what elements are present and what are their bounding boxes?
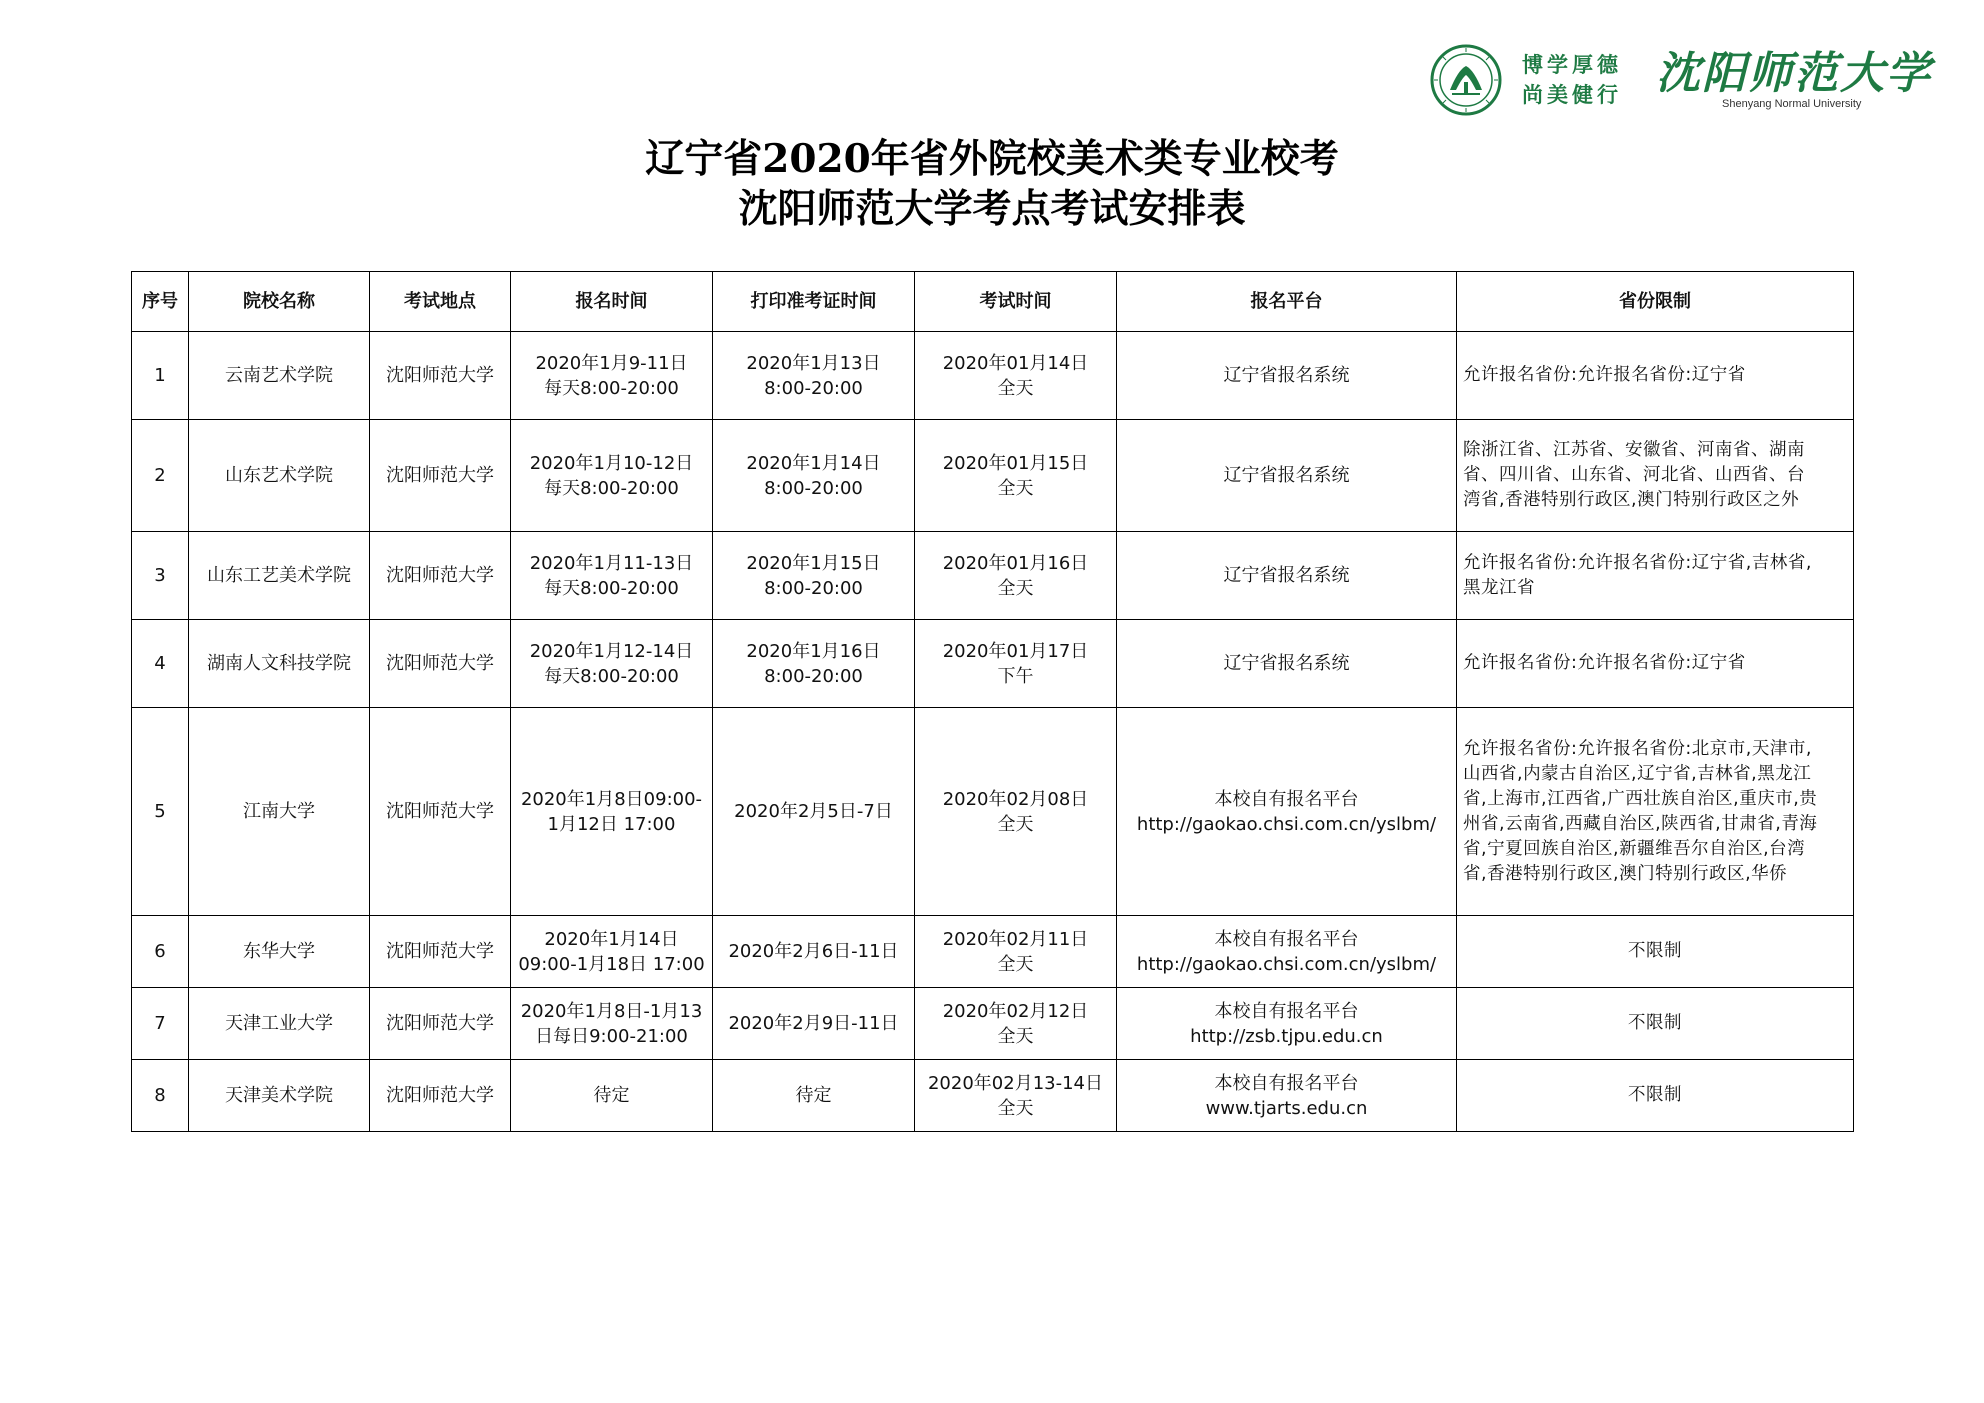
cell-print-time-line: 8:00-20:00: [764, 665, 863, 687]
cell-province-line: 州省,云南省,西藏自治区,陕西省,甘肃省,青海: [1463, 813, 1818, 834]
cell-reg-time: [511, 916, 713, 988]
cell-exam-time-line: 全天: [997, 1025, 1034, 1047]
cell-exam-time-line: 2020年02月12日: [942, 1000, 1089, 1022]
cell-province: [1457, 332, 1854, 420]
cell-print-time: [713, 532, 915, 620]
cell-reg-time-line: 09:00-1月18日 17:00: [518, 953, 705, 975]
cell-exam-time-line: 全天: [997, 577, 1034, 599]
cell-platform-line: 辽宁省报名系统: [1223, 565, 1350, 586]
cell-school: 天津工业大学: [189, 988, 370, 1060]
motto-line-2: 尚美健行: [1522, 82, 1622, 107]
cell-province-line: 省、四川省、山东省、河北省、山西省、台: [1463, 465, 1805, 485]
cell-reg-time-line: 2020年1月14日: [544, 928, 679, 950]
cell-platform: [1117, 708, 1457, 916]
cell-province-line: 允许报名省份:允许报名省份:北京市,天津市,: [1463, 738, 1812, 759]
cell-exam-time-line: 2020年02月08日: [942, 788, 1089, 810]
cell-exam-time-line: 下午: [997, 665, 1034, 687]
cell-location: 沈阳师范大学: [370, 708, 511, 916]
cell-province: [1457, 708, 1854, 916]
header-school: 院校名称: [189, 272, 370, 332]
header-exam-time: 考试时间: [915, 272, 1117, 332]
table-row: [132, 988, 1854, 1060]
cell-platform-line: 辽宁省报名系统: [1223, 465, 1350, 486]
exam-schedule-table: [131, 271, 1854, 1132]
motto-line-1: 博学厚德: [1522, 52, 1622, 77]
cell-no: 2: [132, 420, 189, 532]
cell-province-line: 省,上海市,江西省,广西壮族自治区,重庆市,贵: [1463, 788, 1818, 809]
cell-reg-time: [511, 988, 713, 1060]
cell-print-time-line: 2020年1月16日: [746, 640, 881, 662]
table-row: [132, 620, 1854, 708]
cell-reg-time-line: 2020年1月8日09:00-: [520, 788, 703, 810]
cell-platform-line: 本校自有报名平台: [1214, 928, 1359, 950]
cell-school: 湖南人文科技学院: [189, 620, 370, 708]
cell-no: 6: [132, 916, 189, 988]
cell-print-time-line: 待定: [795, 1085, 832, 1106]
cell-province: [1457, 988, 1854, 1060]
cell-reg-time: [511, 532, 713, 620]
header-print-time: 打印准考证时间: [713, 272, 915, 332]
cell-location: 沈阳师范大学: [370, 420, 511, 532]
cell-print-time: [713, 708, 915, 916]
cell-print-time-line: 2020年2月9日-11日: [728, 1013, 899, 1034]
document-title: [0, 134, 1984, 234]
cell-print-time-line: 2020年2月5日-7日: [734, 801, 893, 822]
cell-platform-line: 本校自有报名平台: [1214, 1000, 1359, 1022]
cell-reg-time-line: 日每日9:00-21:00: [535, 1025, 688, 1047]
table-row: [132, 916, 1854, 988]
table-body: [132, 332, 1854, 1132]
table-row: [132, 708, 1854, 916]
cell-location: 沈阳师范大学: [370, 332, 511, 420]
cell-platform-line: www.tjarts.edu.cn: [1205, 1097, 1368, 1119]
cell-province: [1457, 620, 1854, 708]
cell-province-line: 允许报名省份:允许报名省份:辽宁省,吉林省,: [1463, 552, 1812, 573]
cell-school: 江南大学: [189, 708, 370, 916]
cell-print-time: [713, 916, 915, 988]
cell-exam-time-line: 2020年01月14日: [942, 352, 1089, 374]
cell-exam-time-line: 2020年01月17日: [942, 640, 1089, 662]
cell-reg-time-line: 2020年1月12-14日: [529, 640, 694, 662]
cell-platform-line: http://gaokao.chsi.com.cn/yslbm/: [1136, 953, 1437, 975]
cell-print-time-line: 2020年2月6日-11日: [728, 941, 899, 962]
cell-reg-time-line: 每天8:00-20:00: [544, 665, 679, 687]
cell-exam-time-line: 2020年02月13-14日: [927, 1072, 1104, 1094]
cell-print-time: [713, 620, 915, 708]
cell-reg-time-line: 2020年1月8日-1月13: [520, 1000, 703, 1022]
cell-exam-time-line: 2020年02月11日: [942, 928, 1089, 950]
cell-school: 云南艺术学院: [189, 332, 370, 420]
cell-school: 山东艺术学院: [189, 420, 370, 532]
cell-platform-line: 本校自有报名平台: [1214, 1072, 1359, 1094]
cell-print-time: [713, 332, 915, 420]
cell-exam-time-line: 全天: [997, 953, 1034, 975]
cell-reg-time-line: 每天8:00-20:00: [544, 577, 679, 599]
cell-exam-time: [915, 332, 1117, 420]
cell-exam-time-line: 2020年01月15日: [942, 452, 1089, 474]
cell-province-line: 省,宁夏回族自治区,新疆维吾尔自治区,台湾: [1463, 838, 1806, 859]
cell-exam-time-line: 全天: [997, 477, 1034, 499]
cell-exam-time: [915, 916, 1117, 988]
cell-exam-time: [915, 532, 1117, 620]
cell-reg-time: [511, 708, 713, 916]
header-location: 考试地点: [370, 272, 511, 332]
cell-province-line: 允许报名省份:允许报名省份:辽宁省: [1463, 365, 1746, 385]
cell-platform-line: http://zsb.tjpu.edu.cn: [1190, 1025, 1383, 1047]
university-logo: [1430, 44, 1932, 116]
cell-reg-time: [511, 332, 713, 420]
cell-no: 8: [132, 1060, 189, 1132]
cell-province-line: 不限制: [1628, 1085, 1682, 1105]
cell-print-time-line: 8:00-20:00: [764, 377, 863, 399]
table-row: [132, 332, 1854, 420]
cell-platform: [1117, 620, 1457, 708]
cell-print-time-line: 2020年1月13日: [746, 352, 881, 374]
table-row: [132, 1060, 1854, 1132]
header-no: 序号: [132, 272, 189, 332]
cell-province-line: 山西省,内蒙古自治区,辽宁省,吉林省,黑龙江: [1463, 763, 1812, 784]
cell-print-time-line: 2020年1月14日: [746, 452, 881, 474]
cell-province-line: 省,香港特别行政区,澳门特别行政区,华侨: [1463, 863, 1788, 884]
cell-location: 沈阳师范大学: [370, 620, 511, 708]
cell-platform-line: 本校自有报名平台: [1214, 788, 1359, 810]
cell-province: [1457, 1060, 1854, 1132]
cell-reg-time-line: 2020年1月9-11日: [535, 352, 688, 374]
cell-school: 山东工艺美术学院: [189, 532, 370, 620]
university-name-cn: 沈阳师范大学: [1656, 48, 1932, 99]
cell-reg-time: [511, 620, 713, 708]
cell-exam-time: [915, 988, 1117, 1060]
header-province: 省份限制: [1457, 272, 1854, 332]
cell-platform: [1117, 532, 1457, 620]
cell-platform-line: 辽宁省报名系统: [1223, 365, 1350, 386]
cell-platform: [1117, 988, 1457, 1060]
cell-school: 东华大学: [189, 916, 370, 988]
cell-exam-time-line: 全天: [997, 1097, 1034, 1119]
cell-print-time: [713, 1060, 915, 1132]
cell-platform: [1117, 1060, 1457, 1132]
cell-platform-line: http://gaokao.chsi.com.cn/yslbm/: [1136, 813, 1437, 835]
header-reg-time: 报名时间: [511, 272, 713, 332]
cell-platform: [1117, 916, 1457, 988]
cell-exam-time: [915, 708, 1117, 916]
cell-location: 沈阳师范大学: [370, 1060, 511, 1132]
cell-province: [1457, 916, 1854, 988]
cell-exam-time: [915, 420, 1117, 532]
table-row: [132, 532, 1854, 620]
cell-reg-time-line: 2020年1月10-12日: [529, 452, 694, 474]
cell-location: 沈阳师范大学: [370, 532, 511, 620]
header-platform: 报名平台: [1117, 272, 1457, 332]
cell-school: 天津美术学院: [189, 1060, 370, 1132]
cell-reg-time: [511, 420, 713, 532]
cell-platform-line: 辽宁省报名系统: [1223, 653, 1350, 674]
cell-province-line: 不限制: [1628, 941, 1682, 961]
cell-location: 沈阳师范大学: [370, 988, 511, 1060]
cell-reg-time-line: 2020年1月11-13日: [529, 552, 694, 574]
cell-reg-time-line: 每天8:00-20:00: [544, 377, 679, 399]
cell-province-line: 允许报名省份:允许报名省份:辽宁省: [1463, 653, 1746, 673]
cell-no: 5: [132, 708, 189, 916]
university-name-en: Shenyang Normal University: [1722, 98, 1862, 110]
cell-platform: [1117, 420, 1457, 532]
table-row: [132, 420, 1854, 532]
cell-no: 7: [132, 988, 189, 1060]
cell-reg-time: [511, 1060, 713, 1132]
cell-print-time-line: 2020年1月15日: [746, 552, 881, 574]
university-motto: [1522, 50, 1642, 110]
cell-exam-time: [915, 620, 1117, 708]
university-emblem-icon: [1430, 44, 1502, 116]
cell-province-line: 黑龙江省: [1463, 577, 1535, 598]
cell-province-line: 除浙江省、江苏省、安徽省、河南省、湖南: [1463, 440, 1805, 460]
cell-no: 4: [132, 620, 189, 708]
cell-print-time-line: 8:00-20:00: [764, 477, 863, 499]
table-header-row: [132, 272, 1854, 332]
cell-province: [1457, 532, 1854, 620]
cell-no: 1: [132, 332, 189, 420]
cell-province-line: 湾省,香港特别行政区,澳门特别行政区之外: [1463, 490, 1800, 510]
cell-exam-time: [915, 1060, 1117, 1132]
cell-print-time: [713, 420, 915, 532]
cell-platform: [1117, 332, 1457, 420]
cell-print-time-line: 8:00-20:00: [764, 577, 863, 599]
cell-province-line: 不限制: [1628, 1013, 1682, 1033]
cell-reg-time-line: 每天8:00-20:00: [544, 477, 679, 499]
cell-reg-time-line: 待定: [593, 1085, 630, 1106]
cell-no: 3: [132, 532, 189, 620]
title-line-2: 沈阳师范大学考点考试安排表: [738, 186, 1246, 232]
cell-province: [1457, 420, 1854, 532]
title-line-1: 辽宁省2020年省外院校美术类专业校考: [645, 136, 1339, 182]
cell-exam-time-line: 全天: [997, 813, 1034, 835]
cell-location: 沈阳师范大学: [370, 916, 511, 988]
cell-exam-time-line: 全天: [997, 377, 1034, 399]
cell-exam-time-line: 2020年01月16日: [942, 552, 1089, 574]
cell-print-time: [713, 988, 915, 1060]
cell-reg-time-line: 1月12日 17:00: [547, 813, 676, 835]
